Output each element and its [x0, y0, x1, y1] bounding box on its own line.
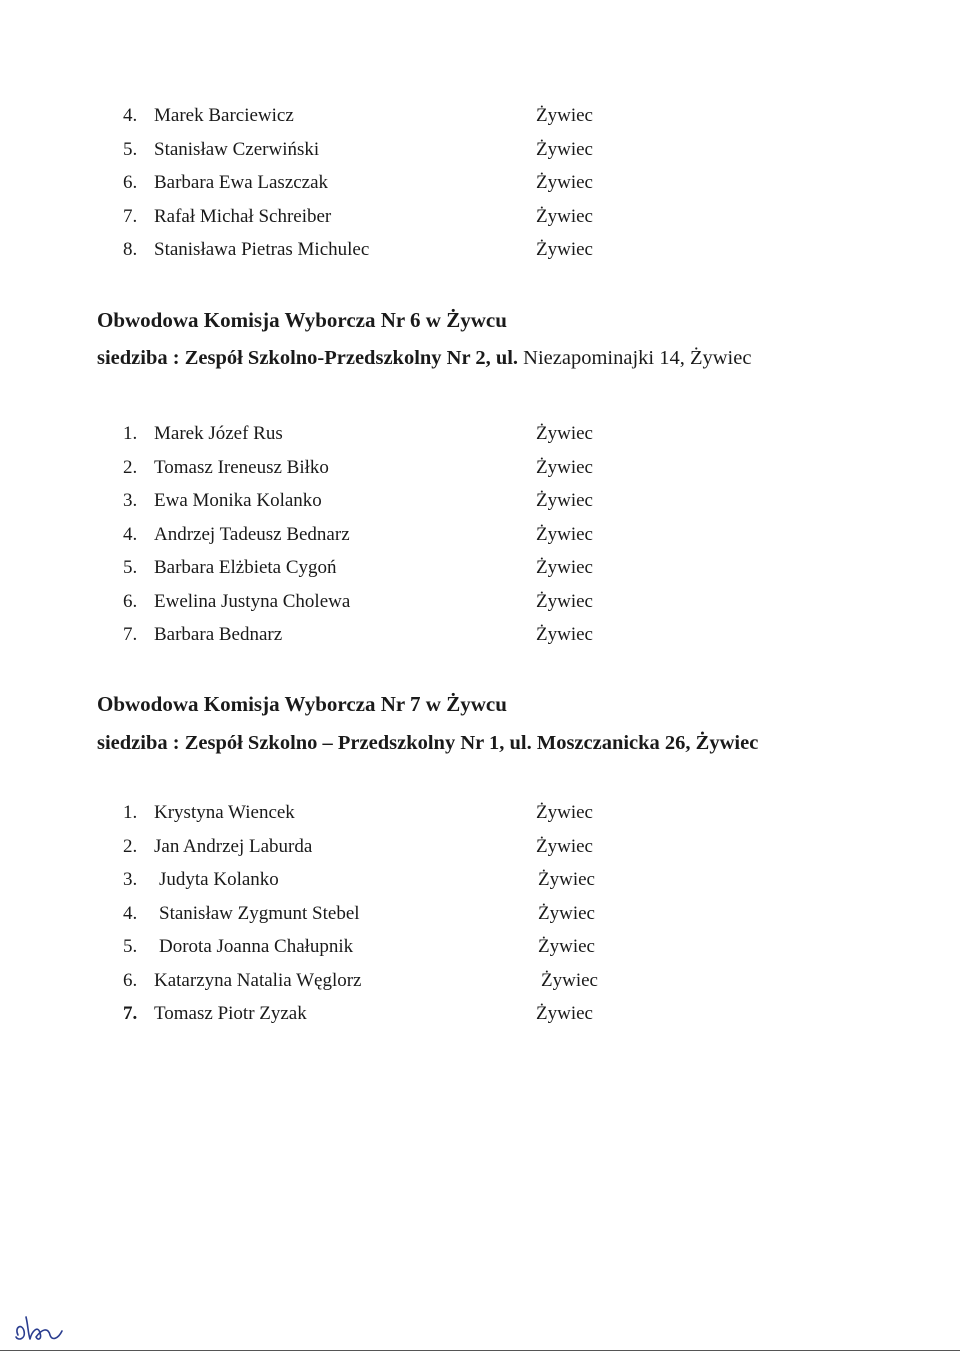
item-number: 2. — [123, 456, 138, 478]
list-item — [0, 930, 960, 964]
commission-6-members — [0, 417, 960, 652]
item-number: 6. — [123, 590, 138, 612]
item-name: Ewa Monika Kolanko — [154, 490, 322, 511]
item-city: Żywiec — [536, 205, 593, 227]
item-city: Żywiec — [536, 1003, 593, 1024]
list-item — [0, 897, 960, 931]
item-number: 7. — [123, 1003, 138, 1024]
item-name: Marek Barciewicz — [154, 105, 294, 126]
item-number: 6. — [123, 172, 138, 193]
list-item — [0, 964, 960, 998]
item-number: 8. — [123, 239, 138, 260]
list-item — [0, 133, 960, 167]
item-city: Żywiec — [536, 490, 593, 511]
item-city: Żywiec — [541, 969, 598, 991]
list-item — [0, 166, 960, 200]
list-item — [0, 99, 960, 133]
item-city: Żywiec — [538, 902, 595, 924]
list-item — [0, 863, 960, 897]
item-name: Barbara Bednarz — [154, 624, 283, 645]
item-number: 5. — [123, 138, 138, 160]
item-number: 3. — [123, 869, 138, 890]
handwritten-initials-mark — [12, 1305, 64, 1345]
item-number: 4. — [123, 902, 138, 924]
list-item — [0, 551, 960, 585]
list-item — [0, 200, 960, 234]
seat-prefix: siedziba : Zespół Szkolno-Przedszkolny Nr 2, ul. — [97, 347, 519, 369]
list-item — [0, 618, 960, 652]
list-top — [0, 99, 960, 267]
item-city: Żywiec — [536, 423, 593, 444]
item-number: 4. — [123, 523, 138, 545]
item-number: 1. — [123, 802, 138, 823]
list-item — [0, 796, 960, 830]
list-item — [0, 233, 960, 267]
item-number: 3. — [123, 490, 138, 511]
list-item — [0, 518, 960, 552]
item-name: Stanisława Pietras Michulec — [154, 239, 370, 260]
item-city: Żywiec — [536, 105, 593, 126]
list-item — [0, 997, 960, 1031]
item-name: Jan Andrzej Laburda — [154, 835, 313, 857]
item-name: Andrzej Tadeusz Bednarz — [154, 523, 350, 545]
commission-6-seat — [97, 344, 751, 372]
commission-7-members — [0, 796, 960, 1031]
item-number: 2. — [123, 835, 138, 857]
item-number: 4. — [123, 105, 138, 126]
item-number: 5. — [123, 936, 138, 957]
item-name: Krystyna Wiencek — [154, 802, 295, 823]
item-city: Żywiec — [536, 835, 593, 857]
item-name: Stanisław Czerwiński — [154, 138, 320, 160]
item-name: Stanisław Zygmunt Stebel — [159, 902, 360, 924]
item-city: Żywiec — [536, 239, 593, 260]
commission-7-heading: Obwodowa Komisja Wyborcza Nr 7 w Żywcu — [97, 692, 507, 716]
commission-6-heading: Obwodowa Komisja Wyborcza Nr 6 w Żywcu — [97, 308, 507, 332]
item-name: Marek Józef Rus — [154, 423, 283, 444]
item-name: Judyta Kolanko — [159, 869, 279, 890]
item-number: 5. — [123, 557, 138, 578]
item-number: 1. — [123, 423, 138, 444]
list-item — [0, 585, 960, 619]
list-item — [0, 830, 960, 864]
item-name: Barbara Ewa Laszczak — [154, 172, 329, 193]
item-city: Żywiec — [536, 802, 593, 823]
item-city: Żywiec — [538, 936, 595, 957]
item-name: Dorota Joanna Chałupnik — [159, 936, 354, 957]
item-number: 7. — [123, 205, 138, 227]
item-number: 7. — [123, 624, 138, 645]
seat-address: Niezapominajki 14, Żywiec — [518, 347, 752, 369]
item-name: Tomasz Piotr Zyzak — [154, 1003, 307, 1024]
page-bottom-rule — [0, 1350, 960, 1351]
item-number: 6. — [123, 969, 138, 991]
item-city: Żywiec — [536, 590, 593, 612]
item-city: Żywiec — [536, 138, 593, 160]
item-name: Ewelina Justyna Cholewa — [154, 590, 351, 612]
item-name: Katarzyna Natalia Węglorz — [154, 969, 362, 991]
list-item — [0, 451, 960, 485]
list-item — [0, 484, 960, 518]
item-city: Żywiec — [536, 624, 593, 645]
item-city: Żywiec — [536, 456, 593, 478]
item-city: Żywiec — [536, 523, 593, 545]
item-name: Rafał Michał Schreiber — [154, 205, 332, 227]
item-city: Żywiec — [538, 869, 595, 890]
item-city: Żywiec — [536, 172, 593, 193]
commission-7-seat: siedziba : Zespół Szkolno – Przedszkolny Nr 1, ul. Moszczanicka 26, Żywiec — [97, 732, 759, 754]
item-name: Tomasz Ireneusz Biłko — [154, 456, 329, 478]
item-city: Żywiec — [536, 557, 593, 578]
list-item — [0, 417, 960, 451]
item-name: Barbara Elżbieta Cygoń — [154, 557, 337, 578]
